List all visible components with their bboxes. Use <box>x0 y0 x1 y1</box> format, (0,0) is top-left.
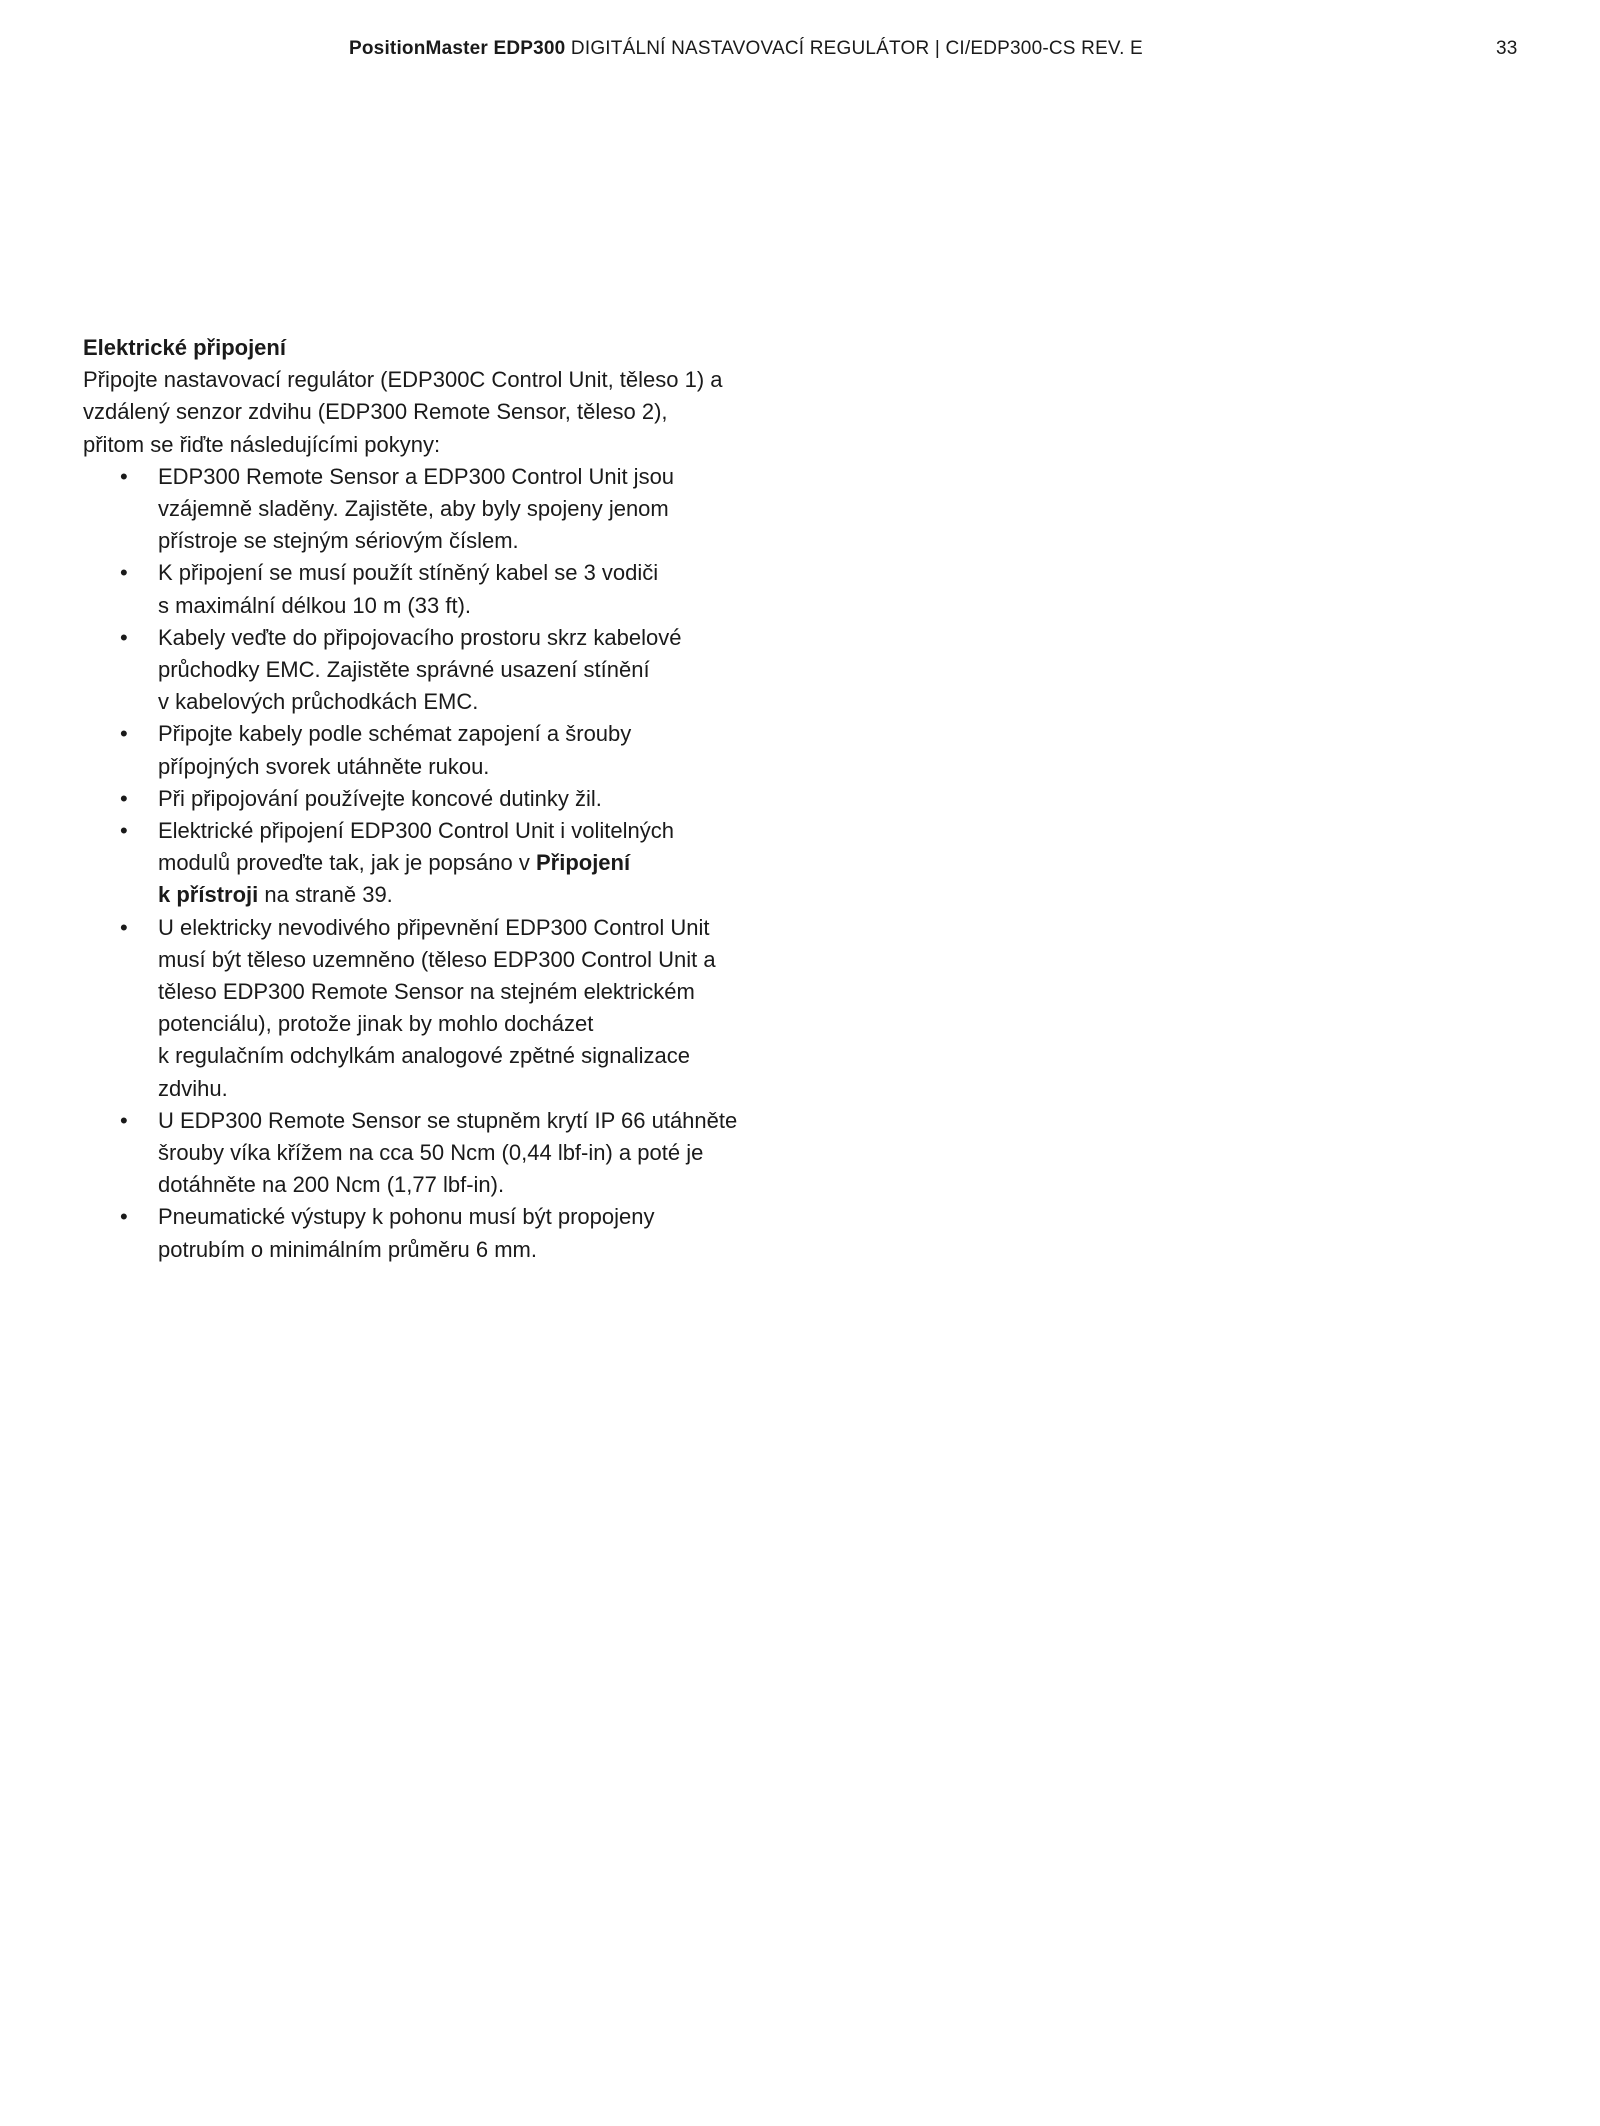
list-item-line: U elektricky nevodivého připevnění EDP300 Control Unit <box>158 914 710 940</box>
intro-line: vzdálený senzor zdvihu (EDP300 Remote Sensor, těleso 2), <box>83 399 668 425</box>
list-item-line: potenciálu), protože jinak by mohlo docházet <box>158 1011 594 1037</box>
list-item <box>83 912 803 1105</box>
bullet-icon: • <box>120 914 128 940</box>
list-item-line: zdvihu. <box>158 1075 228 1101</box>
bullet-icon: • <box>120 721 128 747</box>
list-item-line: Připojte kabely podle schémat zapojení a šrouby <box>158 721 632 747</box>
list-item-line: Při připojování používejte koncové dutinky žil. <box>158 785 602 811</box>
list-item-line: Pneumatické výstupy k pohonu musí být propojeny <box>158 1204 655 1230</box>
list-item-text: modulů proveďte tak, jak je popsáno v <box>158 850 536 876</box>
bullet-icon: • <box>120 463 128 489</box>
list-item-line: vzájemně sladěny. Zajistěte, aby byly spojeny jenom <box>158 496 669 522</box>
list-item-line: průchodky EMC. Zajistěte správné usazení stínění <box>158 657 650 683</box>
list-item-line: dotáhněte na 200 Ncm (1,77 lbf-in). <box>158 1172 505 1198</box>
list-item <box>83 783 803 815</box>
cross-reference-link[interactable]: Připojení <box>535 850 631 876</box>
list-item-line: s maximální délkou 10 m (33 ft). <box>158 592 472 618</box>
list-item <box>83 718 803 782</box>
main-content <box>83 332 803 1266</box>
list-item <box>83 461 803 558</box>
section-heading: Elektrické připojení <box>83 335 286 360</box>
list-item-line <box>158 879 803 911</box>
bullet-icon: • <box>120 785 128 811</box>
list-item-line: musí být těleso uzemněno (těleso EDP300 Control Unit a <box>158 946 716 972</box>
document-title <box>349 38 1143 60</box>
list-item-line: přípojných svorek utáhněte rukou. <box>158 753 490 779</box>
bullet-icon: • <box>120 1204 128 1230</box>
intro-paragraph <box>83 364 803 461</box>
intro-line: přitom se řiďte následujícími pokyny: <box>83 431 441 457</box>
list-item <box>83 622 803 719</box>
document-description: DIGITÁLNÍ NASTAVOVACÍ REGULÁTOR | CI/EDP300-CS REV. E <box>565 38 1143 59</box>
list-item-line <box>158 847 803 879</box>
bullet-icon: • <box>120 1107 128 1133</box>
list-item <box>83 815 803 912</box>
list-item-line: Elektrické připojení EDP300 Control Unit i volitelných <box>158 818 675 844</box>
list-item-line: Kabely veďte do připojovacího prostoru skrz kabelové <box>158 624 682 650</box>
list-item-line: v kabelových průchodkách EMC. <box>158 689 479 715</box>
list-item-line: těleso EDP300 Remote Sensor na stejném elektrickém <box>158 979 695 1005</box>
list-item-line: EDP300 Remote Sensor a EDP300 Control Unit jsou <box>158 463 675 489</box>
list-item-line: potrubím o minimálním průměru 6 mm. <box>158 1236 537 1262</box>
bullet-icon: • <box>120 624 128 650</box>
list-item-line: přístroje se stejným sériovým číslem. <box>158 528 519 554</box>
list-item <box>83 1105 803 1202</box>
page-header <box>0 38 1600 68</box>
list-item-line: U EDP300 Remote Sensor se stupněm krytí IP 66 utáhněte <box>158 1107 738 1133</box>
list-item <box>83 557 803 621</box>
list-item-line: šrouby víka křížem na cca 50 Ncm (0,44 lbf-in) a poté je <box>158 1140 704 1166</box>
bullet-icon: • <box>120 560 128 586</box>
cross-reference-link[interactable]: k přístroji <box>158 882 259 908</box>
bullet-icon: • <box>120 818 128 844</box>
list-item-line: K připojení se musí použít stíněný kabel se 3 vodiči <box>158 560 659 586</box>
product-name: PositionMaster EDP300 <box>349 38 566 59</box>
instruction-list <box>83 461 803 1266</box>
intro-line: Připojte nastavovací regulátor (EDP300C Control Unit, těleso 1) a <box>83 367 723 393</box>
list-item <box>83 1201 803 1265</box>
page-number: 33 <box>1496 38 1518 59</box>
list-item-text: na straně 39. <box>258 882 393 908</box>
list-item-line: k regulačním odchylkám analogové zpětné signalizace <box>158 1043 690 1069</box>
